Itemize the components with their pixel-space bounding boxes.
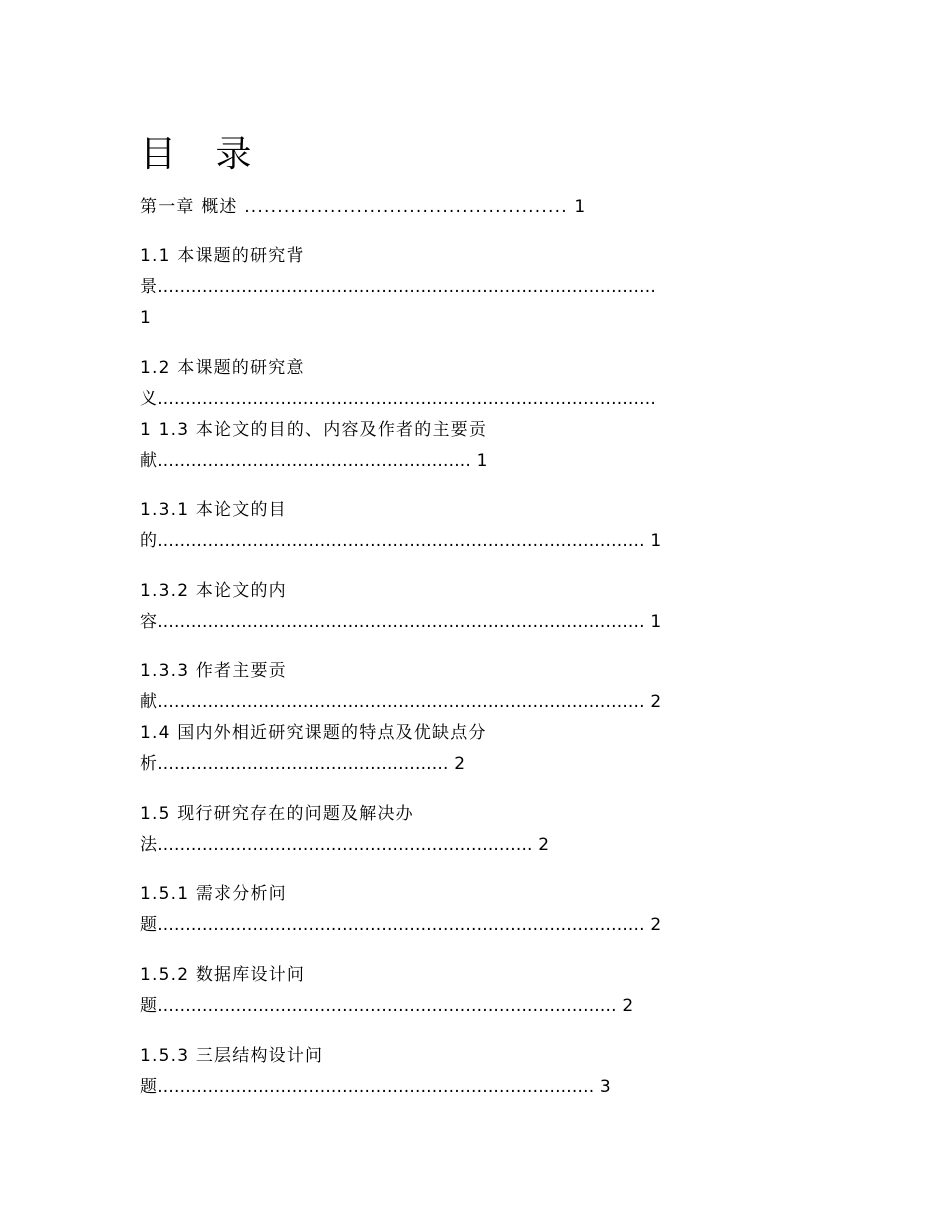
toc-line: 题....................................................................................... 2: [140, 915, 662, 935]
toc-line: 1.3.1 本论文的目: [140, 500, 287, 520]
toc-line: 1.5.1 需求分析问: [140, 884, 287, 904]
toc-line: 1.3.3 作者主要贡: [140, 661, 287, 681]
toc-line: 1.5.3 三层结构设计问: [140, 1046, 324, 1066]
toc-line: 献....................................................................................... 2: [140, 692, 662, 712]
toc-line: 1.2 本课题的研究意: [140, 358, 305, 378]
toc-line: 题.............................................................................. 3: [140, 1077, 611, 1097]
toc-line: 1 1.3 本论文的目的、内容及作者的主要贡: [140, 420, 488, 440]
toc-line: 1.4 国内外相近研究课题的特点及优缺点分: [140, 723, 487, 743]
toc-line: 容....................................................................................... 1: [140, 612, 662, 632]
toc-line: 的....................................................................................... 1: [140, 531, 662, 551]
toc-line: 题.................................................................................. 2: [140, 996, 634, 1016]
toc-line: 法................................................................... 2: [140, 835, 550, 855]
toc-line: 献........................................................ 1: [140, 451, 488, 471]
toc-title: 目 录: [140, 134, 266, 175]
toc-line: 1.5.2 数据库设计问: [140, 965, 306, 985]
toc-line: 义.........................................................................................: [140, 389, 656, 409]
toc-line: 第一章 概述 ................................................. 1: [140, 197, 587, 217]
toc-line: 1.1 本课题的研究背: [140, 246, 305, 266]
toc-line: 1.5 现行研究存在的问题及解决办: [140, 804, 414, 824]
toc-line: 1: [140, 308, 153, 328]
toc-line: 1.3.2 本论文的内: [140, 581, 287, 601]
toc-line: 析.................................................... 2: [140, 754, 466, 774]
toc-line: 景.........................................................................................: [140, 277, 656, 297]
